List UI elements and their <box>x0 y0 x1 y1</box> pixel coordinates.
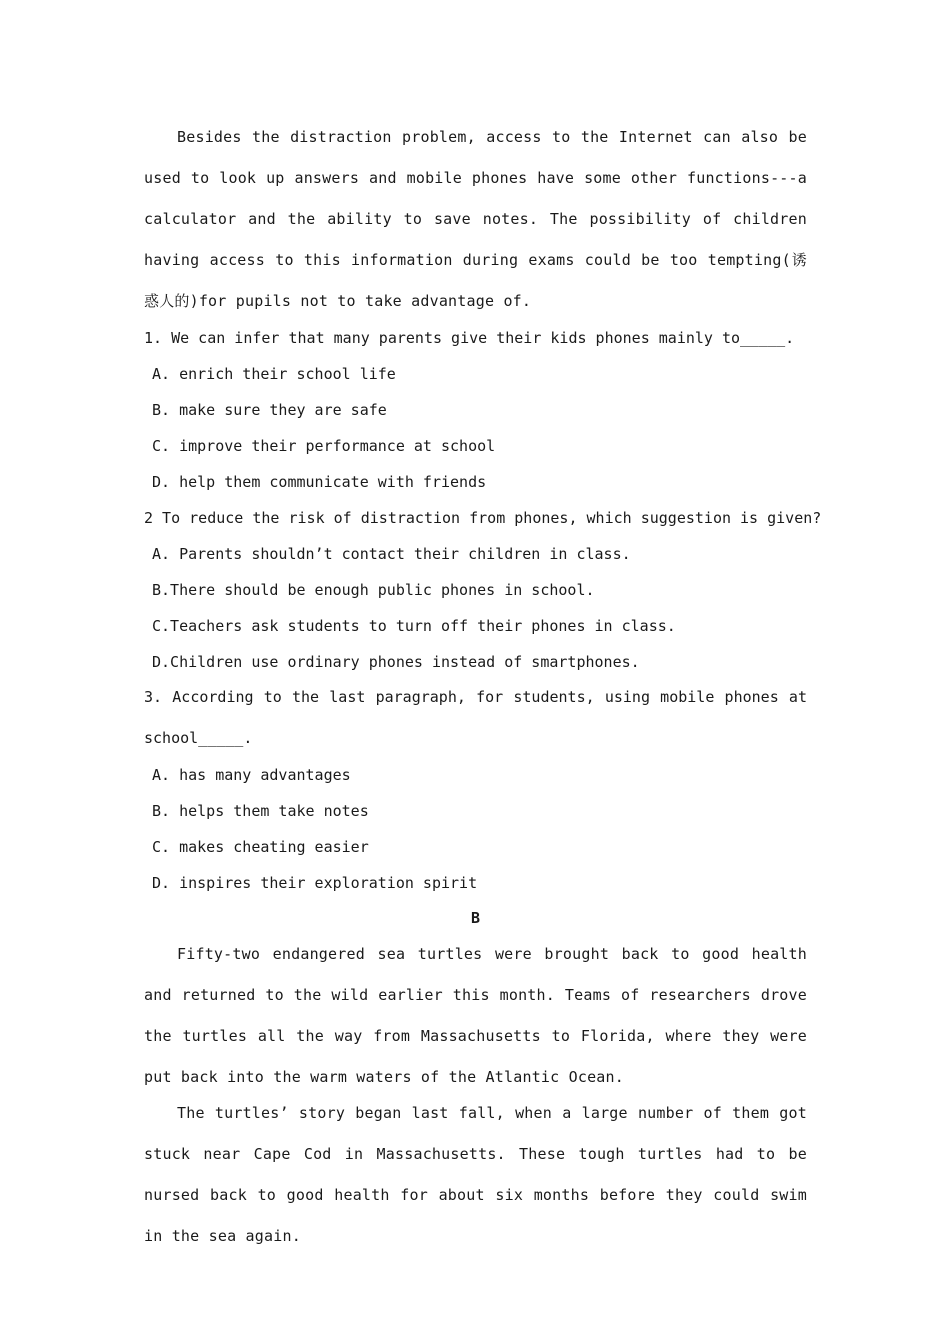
question-3-option-c: C. makes cheating easier <box>152 838 369 856</box>
question-2-option-d: D.Children use ordinary phones instead of smartphones. <box>152 653 640 671</box>
question-2-option-a: A. Parents shouldn’t contact their children in class. <box>152 545 631 563</box>
question-2-stem: 2 To reduce the risk of distraction from phones, which suggestion is given? <box>144 509 822 527</box>
section-b-heading: B <box>470 909 481 927</box>
question-1-stem: 1. We can infer that many parents give their kids phones mainly to_____. <box>144 329 795 347</box>
question-1-option-b: B. make sure they are safe <box>152 401 387 419</box>
question-2-option-c: C.Teachers ask students to turn off their phones in class. <box>152 617 676 635</box>
section-b-paragraph-1: Fifty-two endangered sea turtles were brought back to good health and returned to the wild earlier this month. Teams of researchers drove the turtles all the way from Massachusetts to Florida, where they were put back into the warm waters of the Atlantic Ocean. <box>144 945 807 1086</box>
question-1-option-c: C. improve their performance at school <box>152 437 496 455</box>
question-3-option-a: A. has many advantages <box>152 766 351 784</box>
question-1-option-d: D. help them communicate with friends <box>152 473 487 491</box>
question-3-option-b: B. helps them take notes <box>152 802 369 820</box>
question-3-stem: 3. According to the last paragraph, for students, using mobile phones at school_____. <box>144 688 807 747</box>
question-2-option-b: B.There should be enough public phones in school. <box>152 581 595 599</box>
question-1-option-a: A. enrich their school life <box>152 365 396 383</box>
question-3-option-d: D. inspires their exploration spirit <box>152 874 478 892</box>
section-b-paragraph-2: The turtles’ story began last fall, when a large number of them got stuck near Cape Cod in Massachusetts. These tough turtles had to be nursed back to good health for about six months before they could swim in the sea again. <box>144 1104 807 1245</box>
passage-a-paragraph: Besides the distraction problem, access to the Internet can also be used to look up answers and mobile phones have some other functions---a calculator and the ability to save notes. The possibility of children having access to this information during exams could be too tempting(诱惑人的)for pupils not to take advantage of. <box>144 128 807 310</box>
